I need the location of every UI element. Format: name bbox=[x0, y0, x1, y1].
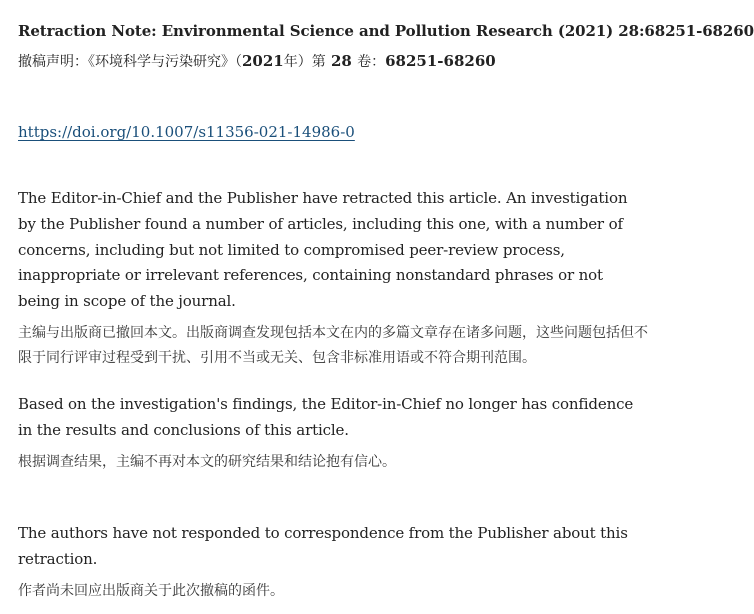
title-zh-pages: 68251-68260 bbox=[385, 52, 496, 70]
paragraph-chinese: 主编与出版商已撤回本文。出版商调查发现包括本文在内的多篇文章存在诸多问题，这些问题包括但不限于同行评审过程受到干扰、引用不当或无关、包含非标准用语或不符合期刊范围。 bbox=[18, 324, 648, 366]
paragraph-english: Based on the investigation's findings, the Editor-in-Chief no longer has confidence in the results and conclusions of this article. bbox=[18, 395, 634, 439]
retraction-note bbox=[18, 18, 754, 599]
paragraph-chinese: 根据调查结果，主编不再对本文的研究结果和结论抱有信心。 bbox=[18, 453, 396, 470]
title-zh-mid: 年）第 bbox=[283, 54, 326, 70]
paragraph-block bbox=[18, 521, 648, 604]
paragraph-english: The Editor-in-Chief and the Publisher have retracted this article. An investigation by the Publisher found a number of articles, including this one, with a number of concerns, including but not limited to compromised peer-review process, inappropriate or irrelevant references, containing nonstandard phrases or not being in scope of the journal. bbox=[18, 189, 628, 311]
doi-link[interactable]: https://doi.org/10.1007/s11356-021-14986-0 bbox=[18, 123, 355, 141]
page-title-chinese bbox=[18, 50, 648, 73]
paragraph-block bbox=[18, 392, 648, 475]
page-title: Retraction Note: Environmental Science and Pollution Research (2021) 28:68251-68260 bbox=[18, 22, 754, 40]
title-zh-volume-suffix: 卷： bbox=[357, 54, 386, 70]
title-zh-volume: 28 bbox=[330, 52, 352, 70]
paragraph-english: The authors have not responded to correspondence from the Publisher about this retraction. bbox=[18, 524, 628, 568]
title-zh-year: 2021 bbox=[242, 52, 284, 70]
title-zh-text: 撤稿声明：《环境科学与污染研究》（ bbox=[18, 54, 242, 70]
paragraph-chinese: 作者尚未回应出版商关于此次撤稿的函件。 bbox=[18, 582, 284, 599]
paragraph-block bbox=[18, 186, 648, 371]
